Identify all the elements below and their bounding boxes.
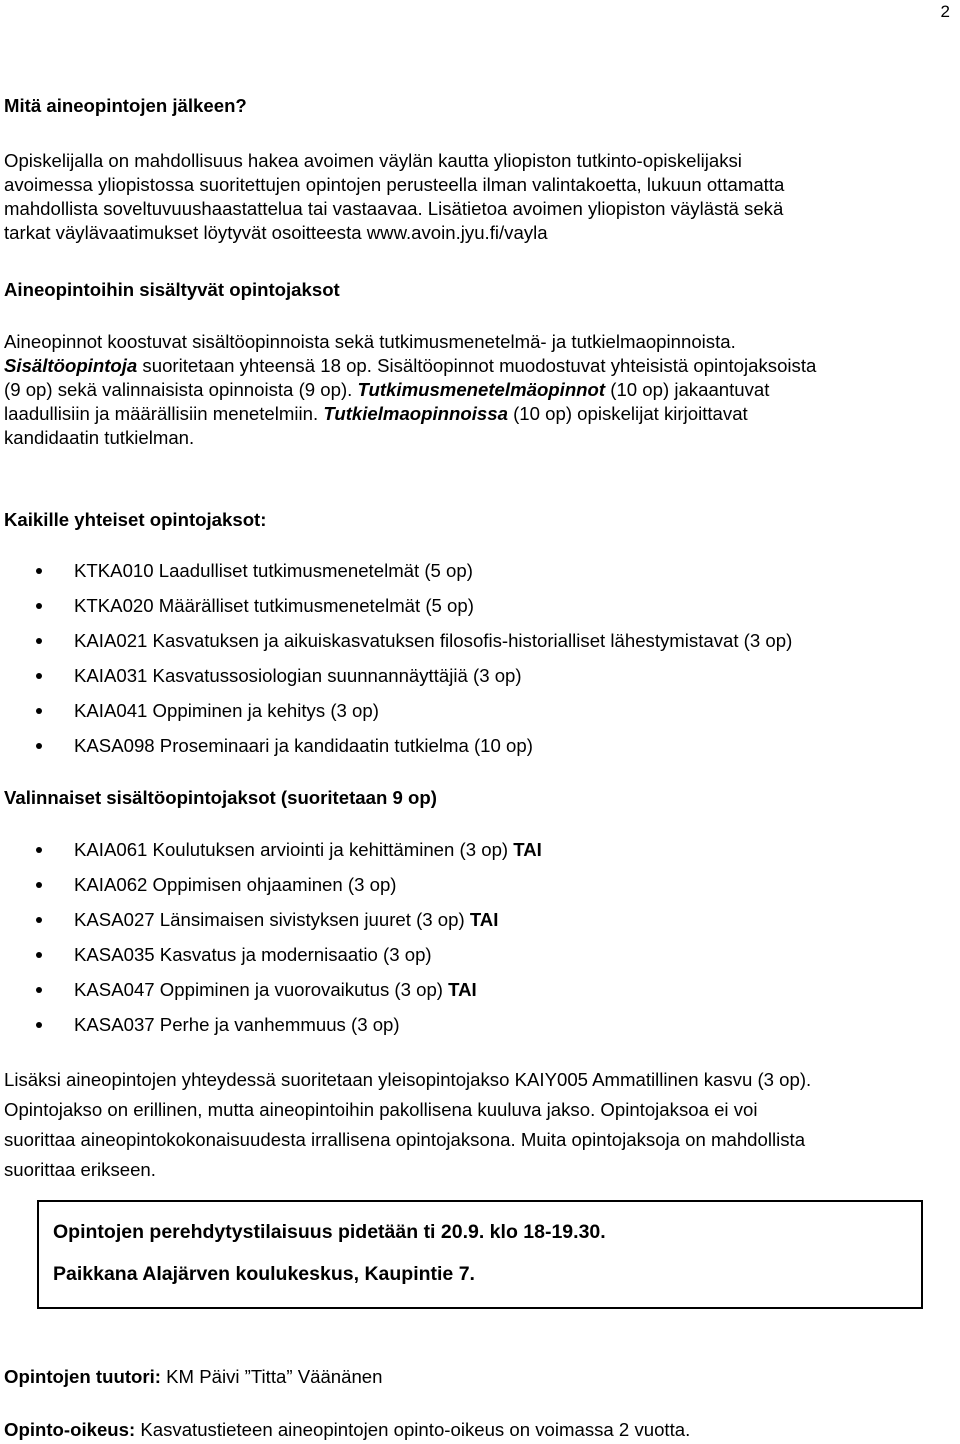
study-right-label: Opinto-oikeus: xyxy=(4,1419,136,1440)
list-item: KASA098 Proseminaari ja kandidaatin tutkielma (10 op) xyxy=(0,734,792,769)
notice-line: Paikkana Alajärven koulukeskus, Kaupintie 7. xyxy=(53,1263,475,1285)
tutor-value: KM Päivi ”Titta” Väänänen xyxy=(160,1366,383,1387)
bullet-icon xyxy=(36,952,42,958)
additional-line: suorittaa aineopintokokonaisuudesta irrallisena opintojaksona. Muita opintojaksoja on mahdollista xyxy=(4,1129,806,1150)
list-item: KASA037 Perhe ja vanhemmuus (3 op) xyxy=(0,1013,542,1048)
additional-line: suorittaa erikseen. xyxy=(4,1159,156,1180)
section-heading: Aineopintoihin sisältyvät opintojaksot xyxy=(4,279,340,300)
section-line: Sisältöopintoja suoritetaan yhteensä 18 op. Sisältöopinnot muodostuvat yhteisistä opintojaksoista xyxy=(4,355,817,376)
page-number: 2 xyxy=(940,2,950,21)
section-paragraph xyxy=(4,330,956,450)
notice-box xyxy=(37,1200,923,1309)
bullet-icon xyxy=(36,568,42,574)
emphasis: Sisältöopintoja xyxy=(4,355,138,376)
intro-line: Opiskelijalla on mahdollisuus hakea avoimen väylän kautta yliopiston tutkinto-opiskelijaksi xyxy=(4,150,742,171)
additional-paragraph xyxy=(4,1065,956,1185)
list-item: KTKA010 Laadulliset tutkimusmenetelmät (5 op) xyxy=(0,559,792,594)
additional-line: Opintojakso on erillinen, mutta aineopintoihin pakollisena kuuluva jakso. Opintojaksoa ei voi xyxy=(4,1099,758,1120)
section-line: Aineopinnot koostuvat sisältöopinnoista sekä tutkimusmenetelmä- ja tutkielmaopinnoista. xyxy=(4,331,736,352)
list-item: KAIA031 Kasvatussosiologian suunnannäyttäjiä (3 op) xyxy=(0,664,792,699)
common-courses-heading: Kaikille yhteiset opintojaksot: xyxy=(4,509,267,530)
bullet-icon xyxy=(36,917,42,923)
bullet-icon xyxy=(36,743,42,749)
tutor-line xyxy=(4,1365,956,1389)
intro-line: tarkat väylävaatimukset löytyvät osoitteesta www.avoin.jyu.fi/vayla xyxy=(4,222,548,243)
emphasis: Tutkimusmenetelmäopinnot xyxy=(357,379,606,400)
section-line: (9 op) sekä valinnaisista opinnoista (9 op). Tutkimusmenetelmäopinnot (10 op) jakaantuvat xyxy=(4,379,770,400)
bullet-icon xyxy=(36,987,42,993)
list-item: KAIA041 Oppiminen ja kehitys (3 op) xyxy=(0,699,792,734)
bullet-icon xyxy=(36,673,42,679)
or-marker: TAI xyxy=(513,839,542,860)
optional-courses-heading: Valinnaiset sisältöopintojaksot (suoritetaan 9 op) xyxy=(4,787,437,808)
intro-line: avoimessa yliopistossa suoritettujen opintojen perusteella ilman valintakoetta, lukuun ottamatta xyxy=(4,174,785,195)
notice-line: Opintojen perehdytystilaisuus pidetään ti 20.9. klo 18-19.30. xyxy=(53,1221,606,1243)
tutor-label: Opintojen tuutori: xyxy=(4,1366,161,1387)
or-marker: TAI xyxy=(448,979,477,1000)
list-item: KASA027 Länsimaisen sivistyksen juuret (3 op) TAI xyxy=(0,908,542,943)
bullet-icon xyxy=(36,882,42,888)
section-line: kandidaatin tutkielman. xyxy=(4,427,195,448)
additional-line: Lisäksi aineopintojen yhteydessä suoritetaan yleisopintojakso KAIY005 Ammatillinen kasvu (3 op). xyxy=(4,1069,812,1090)
study-right-value: Kasvatustieteen aineopintojen opinto-oikeus on voimassa 2 vuotta. xyxy=(135,1419,691,1440)
bullet-icon xyxy=(36,1022,42,1028)
bullet-icon xyxy=(36,603,42,609)
bullet-icon xyxy=(36,638,42,644)
bullet-icon xyxy=(36,708,42,714)
list-item: KAIA021 Kasvatuksen ja aikuiskasvatuksen filosofis-historialliset lähestymistavat (3 op) xyxy=(0,629,792,664)
bullet-icon xyxy=(36,847,42,853)
intro-line: mahdollista soveltuvuushaastattelua tai vastaavaa. Lisätietoa avoimen yliopiston väylästä sekä xyxy=(4,198,784,219)
optional-courses-list xyxy=(0,838,542,1048)
list-item: KAIA062 Oppimisen ohjaaminen (3 op) xyxy=(0,873,542,908)
common-courses-list xyxy=(0,559,792,769)
list-item: KAIA061 Koulutuksen arviointi ja kehittäminen (3 op) TAI xyxy=(0,838,542,873)
section-line: laadullisiin ja määrällisiin menetelmiin. Tutkielmaopinnoissa (10 op) opiskelijat kirjoittavat xyxy=(4,403,748,424)
emphasis: Tutkielmaopinnoissa xyxy=(323,403,508,424)
list-item: KASA035 Kasvatus ja modernisaatio (3 op) xyxy=(0,943,542,978)
list-item: KTKA020 Määrälliset tutkimusmenetelmät (5 op) xyxy=(0,594,792,629)
page-heading: Mitä aineopintojen jälkeen? xyxy=(4,95,247,116)
list-item: KASA047 Oppiminen ja vuorovaikutus (3 op) TAI xyxy=(0,978,542,1013)
intro-paragraph xyxy=(4,149,956,245)
or-marker: TAI xyxy=(469,909,499,930)
study-right-line xyxy=(4,1418,956,1442)
